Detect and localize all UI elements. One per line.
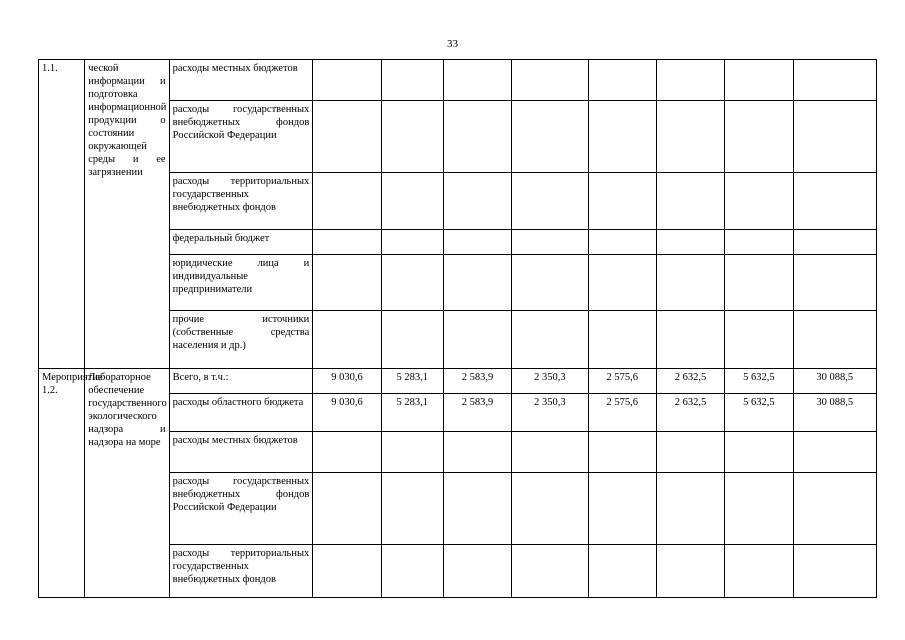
- value-cell: 2 575,6: [588, 394, 656, 432]
- empty-cell: [381, 255, 443, 311]
- empty-cell: [793, 473, 877, 545]
- empty-cell: [725, 311, 793, 369]
- empty-cell: [443, 473, 511, 545]
- empty-cell: [793, 60, 877, 101]
- table-row: [39, 369, 877, 394]
- empty-cell: [381, 473, 443, 545]
- empty-cell: [381, 60, 443, 101]
- empty-cell: [443, 230, 511, 255]
- section-code-1-2: Мероприятие 1.2.: [39, 369, 85, 598]
- value-cell: 5 283,1: [381, 369, 443, 394]
- section-name-1-1: ческой информации и подготовка информационной продукции о состоянии окружающей среды и ее загрязнении: [85, 60, 169, 369]
- empty-cell: [793, 230, 877, 255]
- funding-source: Всего, в т.ч.:: [169, 369, 313, 394]
- empty-cell: [725, 545, 793, 598]
- value-cell: 9 030,6: [313, 369, 381, 394]
- empty-cell: [313, 101, 381, 173]
- value-cell: 30 088,5: [793, 369, 877, 394]
- section-code-1-1: 1.1.: [39, 60, 85, 369]
- funding-source: расходы местных бюджетов: [169, 432, 313, 473]
- section-name-1-2: Лабораторное обеспечение государственного экологического надзора и надзора на море: [85, 369, 169, 598]
- empty-cell: [512, 173, 588, 230]
- value-cell: 2 350,3: [512, 394, 588, 432]
- empty-cell: [443, 432, 511, 473]
- empty-cell: [313, 255, 381, 311]
- budget-table: [38, 59, 877, 598]
- empty-cell: [588, 101, 656, 173]
- empty-cell: [588, 173, 656, 230]
- funding-source: расходы областного бюджета: [169, 394, 313, 432]
- funding-source: прочие источники (собственные средства населения и др.): [169, 311, 313, 369]
- empty-cell: [443, 311, 511, 369]
- empty-cell: [443, 101, 511, 173]
- empty-cell: [725, 432, 793, 473]
- empty-cell: [313, 432, 381, 473]
- empty-cell: [512, 432, 588, 473]
- empty-cell: [656, 311, 724, 369]
- table-row: [39, 60, 877, 101]
- funding-source: юридические лица и индивидуальные предприниматели: [169, 255, 313, 311]
- empty-cell: [443, 173, 511, 230]
- funding-source: расходы территориальных государственных внебюджетных фондов: [169, 545, 313, 598]
- empty-cell: [313, 173, 381, 230]
- empty-cell: [381, 311, 443, 369]
- empty-cell: [512, 60, 588, 101]
- empty-cell: [725, 173, 793, 230]
- empty-cell: [725, 60, 793, 101]
- empty-cell: [313, 311, 381, 369]
- empty-cell: [725, 230, 793, 255]
- empty-cell: [588, 545, 656, 598]
- value-cell: 5 632,5: [725, 369, 793, 394]
- value-cell: 2 632,5: [656, 394, 724, 432]
- funding-source: федеральный бюджет: [169, 230, 313, 255]
- empty-cell: [656, 545, 724, 598]
- empty-cell: [656, 173, 724, 230]
- value-cell: 30 088,5: [793, 394, 877, 432]
- empty-cell: [656, 230, 724, 255]
- empty-cell: [443, 60, 511, 101]
- empty-cell: [793, 173, 877, 230]
- empty-cell: [588, 473, 656, 545]
- empty-cell: [656, 255, 724, 311]
- value-cell: 2 632,5: [656, 369, 724, 394]
- empty-cell: [588, 255, 656, 311]
- empty-cell: [793, 545, 877, 598]
- empty-cell: [512, 230, 588, 255]
- value-cell: 2 575,6: [588, 369, 656, 394]
- empty-cell: [512, 311, 588, 369]
- empty-cell: [725, 255, 793, 311]
- empty-cell: [313, 230, 381, 255]
- empty-cell: [313, 60, 381, 101]
- empty-cell: [793, 255, 877, 311]
- funding-source: расходы государственных внебюджетных фондов Российской Федерации: [169, 473, 313, 545]
- empty-cell: [725, 101, 793, 173]
- page-number: 33: [447, 38, 458, 50]
- value-cell: 2 583,9: [443, 369, 511, 394]
- empty-cell: [793, 311, 877, 369]
- empty-cell: [588, 432, 656, 473]
- empty-cell: [381, 230, 443, 255]
- empty-cell: [656, 473, 724, 545]
- empty-cell: [588, 311, 656, 369]
- empty-cell: [381, 545, 443, 598]
- funding-source: расходы территориальных государственных внебюджетных фондов: [169, 173, 313, 230]
- value-cell: 5 283,1: [381, 394, 443, 432]
- empty-cell: [313, 545, 381, 598]
- empty-cell: [381, 432, 443, 473]
- empty-cell: [512, 255, 588, 311]
- empty-cell: [512, 101, 588, 173]
- funding-source: расходы государственных внебюджетных фондов Российской Федерации: [169, 101, 313, 173]
- empty-cell: [443, 545, 511, 598]
- empty-cell: [656, 432, 724, 473]
- empty-cell: [443, 255, 511, 311]
- empty-cell: [512, 473, 588, 545]
- value-cell: 2 350,3: [512, 369, 588, 394]
- funding-source: расходы местных бюджетов: [169, 60, 313, 101]
- empty-cell: [381, 173, 443, 230]
- empty-cell: [588, 60, 656, 101]
- empty-cell: [588, 230, 656, 255]
- empty-cell: [656, 60, 724, 101]
- value-cell: 2 583,9: [443, 394, 511, 432]
- empty-cell: [793, 101, 877, 173]
- empty-cell: [381, 101, 443, 173]
- empty-cell: [656, 101, 724, 173]
- value-cell: 5 632,5: [725, 394, 793, 432]
- empty-cell: [793, 432, 877, 473]
- value-cell: 9 030,6: [313, 394, 381, 432]
- empty-cell: [512, 545, 588, 598]
- empty-cell: [725, 473, 793, 545]
- empty-cell: [313, 473, 381, 545]
